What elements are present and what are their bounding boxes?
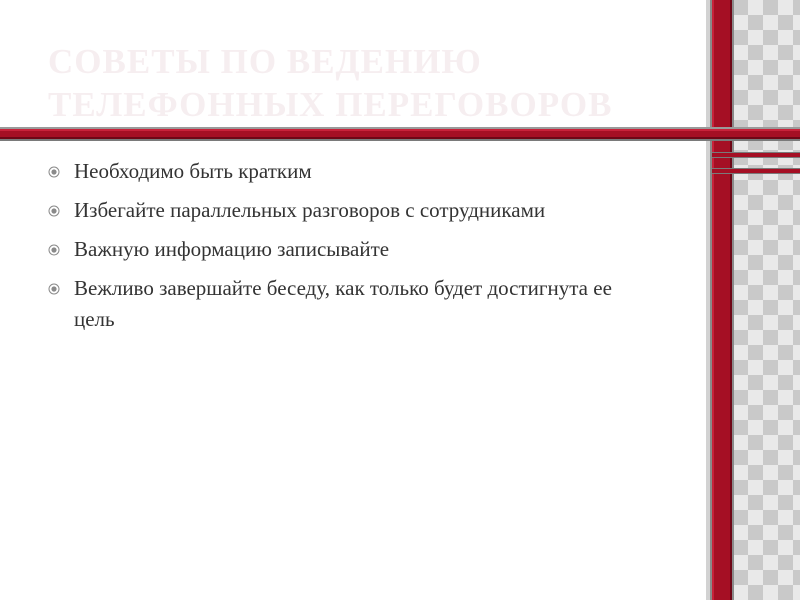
circle-bullet-icon	[48, 205, 60, 217]
bullet-list	[48, 156, 648, 343]
bullet-item	[48, 273, 648, 335]
slide-title	[48, 40, 708, 126]
vertical-red-bar	[712, 0, 732, 600]
slide-title-line-1: СОВЕТЫ ПО ВЕДЕНИЮ	[48, 42, 482, 81]
accent-rail-2	[712, 168, 800, 174]
circle-bullet-icon	[48, 244, 60, 256]
bullet-item	[48, 234, 648, 265]
slide-title-line-2: ТЕЛЕФОННЫХ ПЕРЕГОВОРОВ	[48, 85, 613, 124]
horizontal-red-bar	[0, 129, 800, 139]
bullet-text: Избегайте параллельных разговоров с сотрудниками	[74, 198, 546, 222]
circle-bullet-icon	[48, 283, 60, 295]
bullet-text: Необходимо быть кратким	[74, 159, 312, 183]
bullet-text: Важную информацию записывайте	[74, 237, 390, 261]
bullet-text: Вежливо завершайте беседу, как только будет достигнута ее цель	[74, 276, 612, 331]
accent-rail-1	[712, 152, 800, 158]
bullet-item	[48, 195, 648, 226]
vertical-bar-edge-right	[732, 0, 734, 600]
circle-bullet-icon	[48, 166, 60, 178]
checkered-pattern-strip	[733, 0, 800, 600]
horizontal-bar-edge-bottom	[0, 139, 800, 141]
bullet-item	[48, 156, 648, 187]
